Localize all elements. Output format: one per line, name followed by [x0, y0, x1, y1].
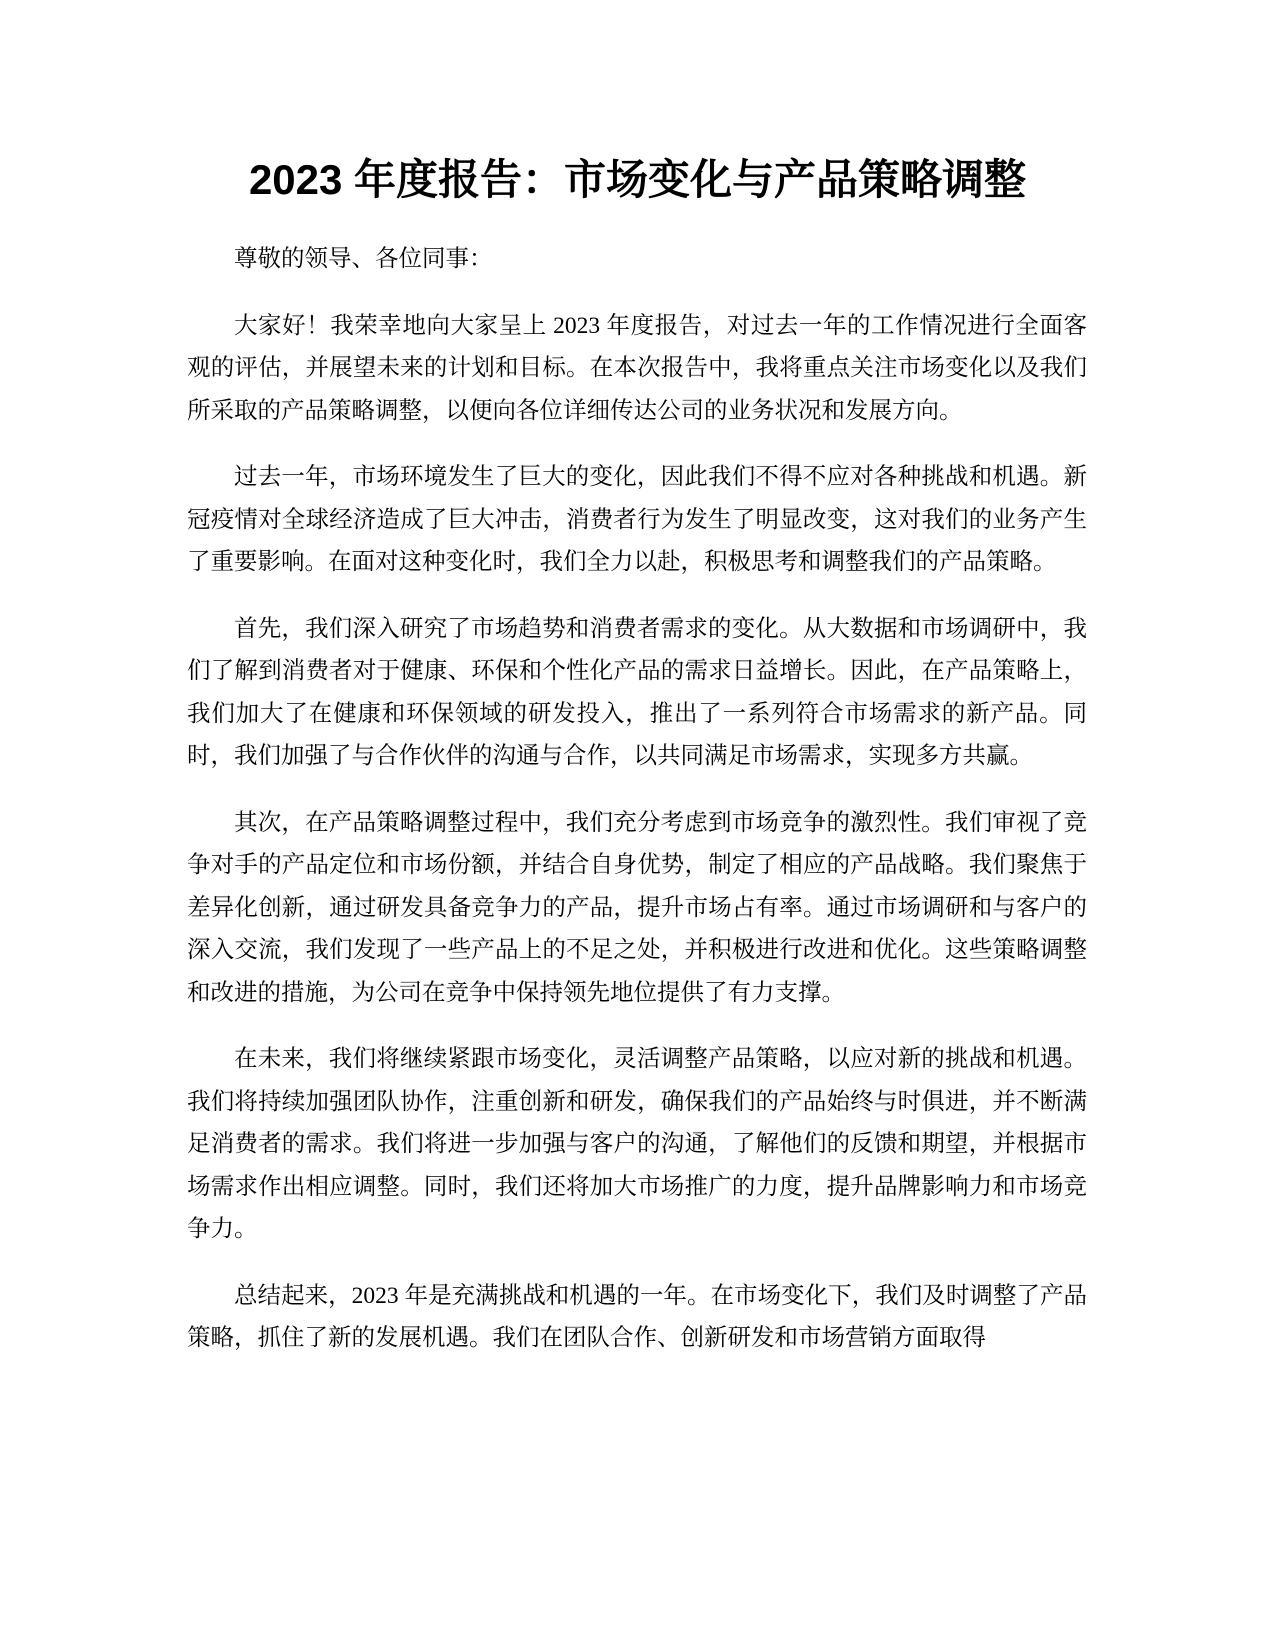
summary-paragraph: 总结起来，2023 年是充满挑战和机遇的一年。在市场变化下，我们及时调整了产品策略，抓住了新的发展机遇。我们在团队合作、创新研发和市场营销方面取得 — [187, 1282, 1087, 1351]
future-paragraph: 在未来，我们将继续紧跟市场变化，灵活调整产品策略，以应对新的挑战和机遇。我们将持续加强团队协作，注重创新和研发，确保我们的产品始终与时俱进，并不断满足消费者的需求。我们将进一步加强与客户的沟通，了解他们的反馈和期望，并根据市场需求作出相应调整。同时，我们还将加大市场推广的力度，提升品牌影响力和市场竞争力。 — [187, 1046, 1087, 1242]
research-paragraph: 首先，我们深入研究了市场趋势和消费者需求的变化。从大数据和市场调研中，我们了解到消费者对于健康、环保和个性化产品的需求日益增长。因此，在产品策略上，我们加大了在健康和环保领域的研发投入，推出了一系列符合市场需求的新产品。同时，我们加强了与合作伙伴的沟通与合作，以共同满足市场需求，实现多方共赢。 — [187, 615, 1087, 769]
intro-paragraph: 大家好！我荣幸地向大家呈上 2023 年度报告，对过去一年的工作情况进行全面客观的评估，并展望未来的计划和目标。在本次报告中，我将重点关注市场变化以及我们所采取的产品策略调整，以便向各位详细传达公司的业务状况和发展方向。 — [187, 312, 1087, 424]
market-change-paragraph: 过去一年，市场环境发生了巨大的变化，因此我们不得不应对各种挑战和机遇。新冠疫情对全球经济造成了巨大冲击，消费者行为发生了明显改变，这对我们的业务产生了重要影响。在面对这种变化时，我们全力以赴，积极思考和调整我们的产品策略。 — [187, 464, 1087, 575]
document-body — [187, 238, 1087, 1384]
document-title: 2023 年度报告：市场变化与产品策略调整 — [248, 156, 1027, 203]
salutation-paragraph: 尊敬的领导、各位同事： — [234, 246, 493, 272]
competition-paragraph: 其次，在产品策略调整过程中，我们充分考虑到市场竞争的激烈性。我们审视了竞争对手的产品定位和市场份额，并结合自身优势，制定了相应的产品战略。我们聚焦于差异化创新，通过研发具备竞争力的产品，提升市场占有率。通过市场调研和与客户的深入交流，我们发现了一些产品上的不足之处，并积极进行改进和优化。这些策略调整和改进的措施，为公司在竞争中保持领先地位提供了有力支撑。 — [187, 809, 1087, 1006]
